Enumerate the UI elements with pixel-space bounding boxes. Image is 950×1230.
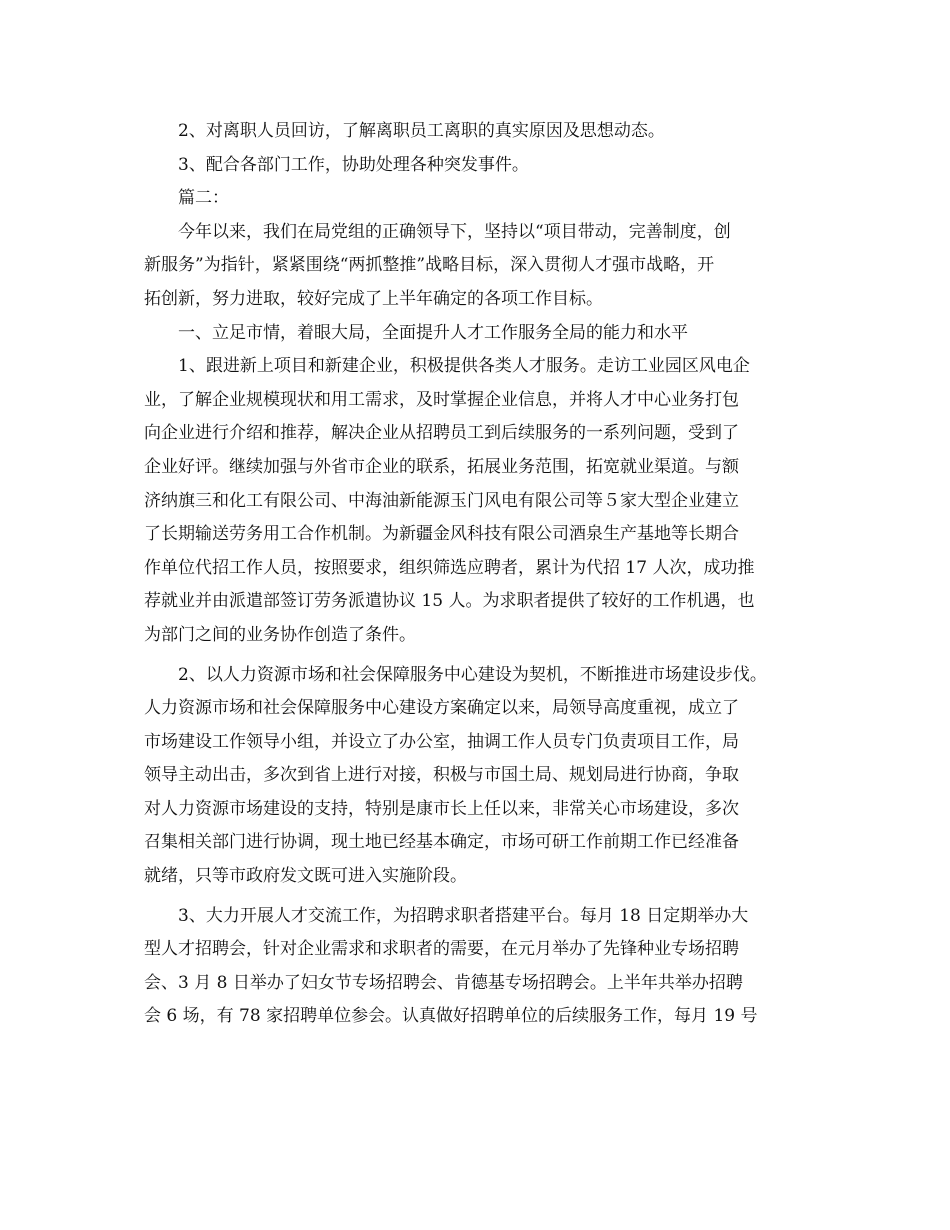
paragraph-line: 召集相关部门进行协调，现土地已经基本确定，市场可研工作前期工作已经准备 [144, 832, 739, 853]
paragraph-line: 作单位代招工作人员，按照要求，组织筛选应聘者，累计为代招 17 人次，成功推 [144, 557, 755, 578]
paragraph-line: 了长期输送劳务用工合作机制。为新疆金风科技有限公司酒泉生产基地等长期合 [144, 524, 739, 545]
paragraph-line: 向企业进行介绍和推荐，解决企业从招聘员工到后续服务的一系列问题，受到了 [144, 423, 739, 444]
subheading: 一、立足市情，着眼大局，全面提升人才工作服务全局的能力和水平 [178, 322, 688, 343]
paragraph-line: 会 6 场，有 78 家招聘单位参会。认真做好招聘单位的后续服务工作，每月 19 号 [144, 1006, 758, 1027]
paragraph-line: 对人力资源市场建设的支持，特别是康市长上任以来，非常关心市场建设，多次 [144, 798, 739, 819]
paragraph-line: 为部门之间的业务协作创造了条件。 [144, 624, 416, 645]
paragraph-line: 拓创新，努力进取，较好完成了上半年确定的各项工作目标。 [144, 288, 603, 309]
paragraph-line: 荐就业并由派遣部签订劳务派遣协议 15 人。为求职者提供了较好的工作机遇，也 [144, 591, 755, 612]
paragraph-line: 1、跟进新上项目和新建企业，积极提供各类人才服务。走访工业园区风电企 [178, 356, 750, 377]
section-heading: 篇二： [178, 188, 229, 209]
document-body [144, 115, 824, 1034]
paragraph-line: 领导主动出击，多次到省上进行对接，积极与市国土局、规划局进行协商，争取 [144, 765, 739, 786]
paragraph-line: 企业好评。继续加强与外省市企业的联系，拓展业务范围，拓宽就业渠道。与额 [144, 456, 739, 477]
paragraph-line: 新服务”为指针，紧紧围绕“两抓整推”战略目标，深入贯彻人才强市战略，开 [144, 255, 715, 276]
paragraph-line: 3、配合各部门工作，协助处理各种突发事件。 [178, 154, 529, 175]
paragraph-line: 2、以人力资源市场和社会保障服务中心建设为契机，不断推进市场建设步伐。 [178, 664, 767, 685]
paragraph-line: 济纳旗三和化工有限公司、中海油新能源玉门风电有限公司等５家大型企业建立 [144, 490, 739, 511]
paragraph-line: 型人才招聘会，针对企业需求和求职者的需要，在元月举办了先锋种业专场招聘 [144, 939, 739, 960]
paragraph-line: 市场建设工作领导小组，并设立了办公室，抽调工作人员专门负责项目工作，局 [144, 731, 739, 752]
paragraph-line: 人力资源市场和社会保障服务中心建设方案确定以来，局领导高度重视，成立了 [144, 698, 739, 719]
paragraph-line: 3、大力开展人才交流工作，为招聘求职者搭建平台。每月 18 日定期举办大 [178, 905, 749, 926]
paragraph-line: 今年以来，我们在局党组的正确领导下，坚持以“项目带动，完善制度，创 [178, 221, 731, 242]
paragraph-line: 业，了解企业规模现状和用工需求，及时掌握企业信息，并将人才中心业务打包 [144, 389, 739, 410]
paragraph-line: 会、3 月 8 日举办了妇女节专场招聘会、肯德基专场招聘会。上半年共举办招聘 [144, 972, 743, 993]
paragraph-line: 就绪，只等市政府发文既可进入实施阶段。 [144, 866, 467, 887]
paragraph-line: 2、对离职人员回访，了解离职员工离职的真实原因及思想动态。 [178, 121, 665, 141]
